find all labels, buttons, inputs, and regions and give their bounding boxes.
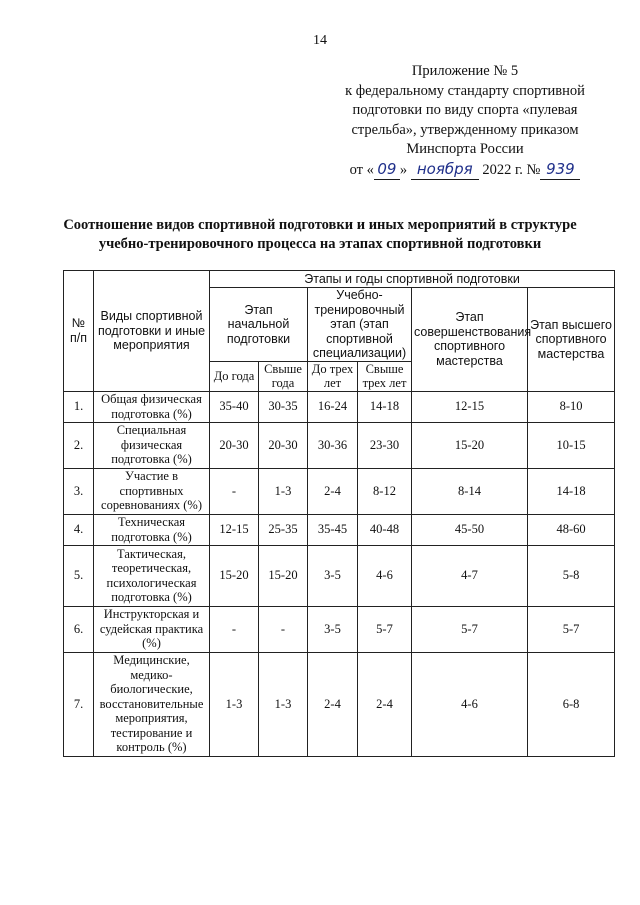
row-number: 2.	[64, 422, 94, 468]
row-number: 1.	[64, 391, 94, 422]
cell-initial-upto: 20-30	[210, 422, 259, 468]
cell-highest: 8-10	[528, 391, 615, 422]
cell-improvement: 15-20	[412, 422, 528, 468]
cell-training-over: 14-18	[358, 391, 412, 422]
header-training-stage: Учебно-тренировочный этап (этап спортивной специализации)	[308, 288, 412, 362]
handwritten-day: 09	[374, 160, 400, 181]
cell-improvement: 8-14	[412, 468, 528, 514]
header-training-over: Свыше трех лет	[358, 361, 412, 391]
cell-training-upto: 35-45	[308, 514, 358, 545]
table-row	[64, 652, 615, 756]
row-number: 6.	[64, 606, 94, 652]
table-row	[64, 606, 615, 652]
cell-training-over: 8-12	[358, 468, 412, 514]
cell-training-upto: 16-24	[308, 391, 358, 422]
cell-training-over: 23-30	[358, 422, 412, 468]
cell-improvement: 4-7	[412, 545, 528, 606]
appendix-line: Минспорта России	[406, 141, 524, 157]
table-row	[64, 422, 615, 468]
header-initial-stage: Этап начальной подготовки	[210, 288, 308, 362]
row-name: Техническая подготовка (%)	[94, 514, 210, 545]
cell-highest: 5-7	[528, 606, 615, 652]
cell-initial-upto: -	[210, 468, 259, 514]
row-name: Медицинские, медико-биологические, восстановительные мероприятия, тестирование и контроль (%)	[94, 652, 210, 756]
row-number: 5.	[64, 545, 94, 606]
date-quote: »	[399, 161, 408, 178]
table-row	[64, 545, 615, 606]
cell-highest: 10-15	[528, 422, 615, 468]
header-stages: Этапы и годы спортивной подготовки	[210, 271, 615, 288]
appendix-block	[330, 62, 600, 180]
cell-initial-over: 20-30	[259, 422, 308, 468]
row-number: 3.	[64, 468, 94, 514]
cell-highest: 5-8	[528, 545, 615, 606]
handwritten-month: ноября	[411, 160, 479, 181]
appendix-line: Приложение № 5	[411, 63, 519, 79]
cell-initial-over: 1-3	[259, 468, 308, 514]
order-date-line	[330, 160, 600, 181]
cell-training-upto: 2-4	[308, 468, 358, 514]
cell-initial-over: 1-3	[259, 652, 308, 756]
row-name: Специальная физическая подготовка (%)	[94, 422, 210, 468]
row-name: Общая физическая подготовка (%)	[94, 391, 210, 422]
cell-initial-upto: 12-15	[210, 514, 259, 545]
cell-initial-over: 30-35	[259, 391, 308, 422]
cell-improvement: 45-50	[412, 514, 528, 545]
header-training-upto: До трех лет	[308, 361, 358, 391]
handwritten-order-number: 939	[540, 160, 580, 181]
appendix-line: подготовки по виду спорта «пулевая	[352, 102, 578, 118]
title-line-1: Соотношение видов спортивной подготовки и иных мероприятий в структуре	[63, 217, 577, 233]
row-name: Участие в спортивных соревнованиях (%)	[94, 468, 210, 514]
row-number: 7.	[64, 652, 94, 756]
date-prefix: от «	[349, 161, 374, 178]
document-title	[0, 216, 640, 254]
date-year: 2022 г. №	[482, 161, 541, 178]
cell-initial-over: 15-20	[259, 545, 308, 606]
cell-training-over: 4-6	[358, 545, 412, 606]
header-types: Виды спортивной подготовки и иные мероприятия	[94, 271, 210, 392]
table-row	[64, 514, 615, 545]
cell-initial-over: -	[259, 606, 308, 652]
table-row	[64, 391, 615, 422]
cell-initial-upto: 1-3	[210, 652, 259, 756]
header-row-1	[64, 271, 615, 288]
cell-initial-upto: 35-40	[210, 391, 259, 422]
cell-improvement: 4-6	[412, 652, 528, 756]
training-ratio-table	[63, 270, 615, 757]
cell-training-upto: 3-5	[308, 545, 358, 606]
row-name: Инструкторская и судейская практика (%)	[94, 606, 210, 652]
cell-improvement: 5-7	[412, 606, 528, 652]
cell-training-upto: 3-5	[308, 606, 358, 652]
header-num: № п/п	[64, 271, 94, 392]
appendix-line: к федеральному стандарту спортивной	[345, 82, 585, 99]
row-number: 4.	[64, 514, 94, 545]
header-highest-stage: Этап высшего спортивного мастерства	[528, 288, 615, 392]
cell-highest: 14-18	[528, 468, 615, 514]
cell-initial-over: 25-35	[259, 514, 308, 545]
cell-initial-upto: -	[210, 606, 259, 652]
cell-improvement: 12-15	[412, 391, 528, 422]
cell-initial-upto: 15-20	[210, 545, 259, 606]
cell-training-upto: 2-4	[308, 652, 358, 756]
cell-training-upto: 30-36	[308, 422, 358, 468]
title-line-2: учебно-тренировочного процесса на этапах спортивной подготовки	[98, 236, 542, 252]
table-row	[64, 468, 615, 514]
cell-training-over: 40-48	[358, 514, 412, 545]
header-improvement-stage: Этап совершенствования спортивного мастерства	[412, 288, 528, 392]
page-number: 14	[313, 33, 327, 48]
header-initial-over: Свыше года	[259, 361, 308, 391]
appendix-line: стрельба», утвержденному приказом	[351, 121, 579, 138]
row-name: Тактическая, теоретическая, психологическая подготовка (%)	[94, 545, 210, 606]
cell-training-over: 5-7	[358, 606, 412, 652]
cell-highest: 48-60	[528, 514, 615, 545]
cell-training-over: 2-4	[358, 652, 412, 756]
header-initial-upto: До года	[210, 361, 259, 391]
cell-highest: 6-8	[528, 652, 615, 756]
